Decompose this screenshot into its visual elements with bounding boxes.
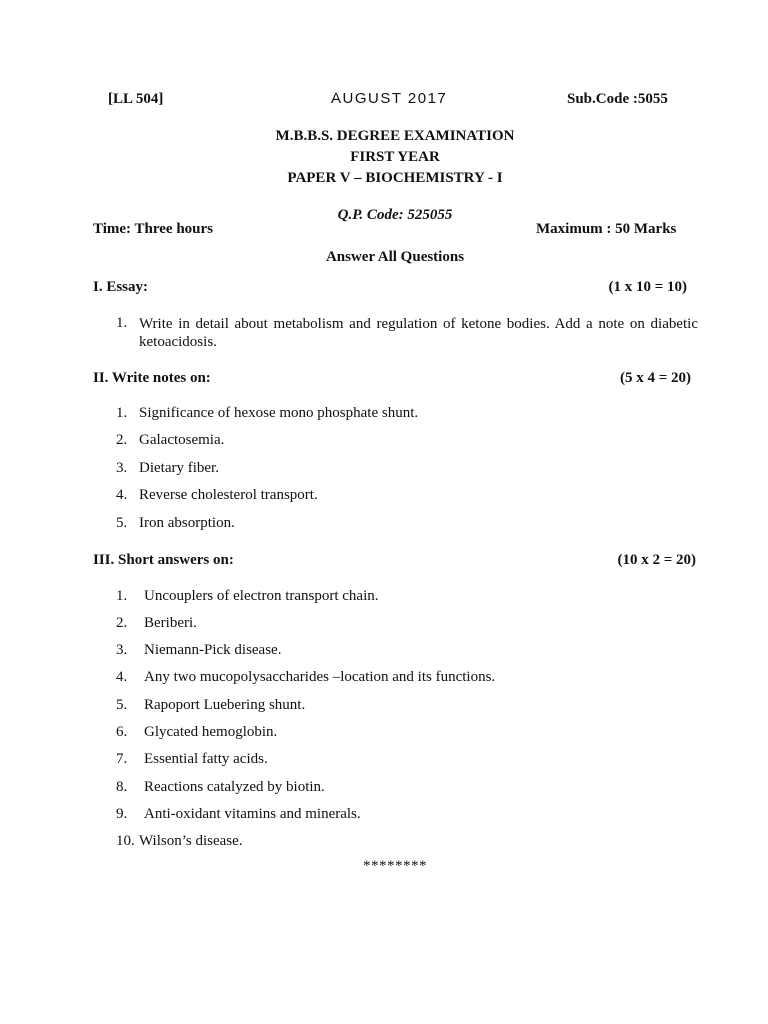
paper-reference: [LL 504] (108, 91, 164, 107)
exam-month: AUGUST 2017 (331, 90, 448, 107)
question-text: Rapoport Luebering shunt. (144, 697, 306, 713)
question-text: Anti-oxidant vitamins and minerals. (144, 806, 361, 822)
question-number: 2. (116, 432, 128, 448)
question-text: Reverse cholesterol transport. (139, 487, 318, 503)
question-text: Galactosemia. (139, 432, 225, 448)
time-allowed: Time: Three hours (93, 221, 214, 237)
question-text: Iron absorption. (139, 515, 235, 531)
list-item (116, 315, 698, 355)
end-of-paper-mark: ******** (363, 858, 427, 874)
question-number: 6. (116, 724, 128, 740)
section-marks: (1 x 10 = 10) (608, 279, 687, 295)
question-text: Write in detail about metabolism and regulation of ketone bodies. Add a note on diabetic ketoacidosis. (139, 316, 698, 350)
question-number: 2. (116, 615, 128, 631)
question-text: Dietary fiber. (139, 460, 219, 476)
question-text: Niemann-Pick disease. (144, 642, 282, 658)
question-text: Wilson’s disease. (139, 833, 243, 849)
question-number: 4. (116, 669, 128, 685)
question-text: Essential fatty acids. (144, 751, 268, 767)
section-heading: III. Short answers on: (93, 552, 234, 568)
question-number: 1. (116, 405, 128, 421)
question-number: 5. (116, 515, 128, 531)
question-number: 3. (116, 642, 128, 658)
section-marks: (10 x 2 = 20) (617, 552, 696, 568)
question-text: Uncouplers of electron transport chain. (144, 588, 379, 604)
subject-code: Sub.Code :5055 (567, 91, 668, 107)
maximum-marks: Maximum : 50 Marks (536, 221, 677, 237)
question-number: 3. (116, 460, 128, 476)
question-number: 8. (116, 779, 128, 795)
section-heading: I. Essay: (93, 279, 149, 295)
question-number: 5. (116, 697, 128, 713)
question-number: 9. (116, 806, 128, 822)
question-text: Glycated hemoglobin. (144, 724, 278, 740)
qp-code: Q.P. Code: 525055 (337, 207, 453, 223)
question-number: 1. (116, 315, 128, 331)
section-notes-header (93, 370, 691, 387)
question-text: Reactions catalyzed by biotin. (144, 779, 325, 795)
question-number: 1. (116, 588, 128, 604)
question-number: 10. (116, 833, 135, 849)
exam-title: M.B.B.S. DEGREE EXAMINATION (275, 128, 515, 144)
section-heading: II. Write notes on: (93, 370, 211, 386)
section-marks: (5 x 4 = 20) (619, 370, 691, 386)
section-essay-header (93, 279, 687, 296)
question-number: 7. (116, 751, 128, 767)
exam-year: FIRST YEAR (350, 149, 440, 165)
question-number: 4. (116, 487, 128, 503)
question-text: Any two mucopolysaccharides –location and its functions. (144, 669, 496, 685)
question-text: Significance of hexose mono phosphate shunt. (139, 405, 419, 421)
section-short-answers-header (93, 552, 696, 569)
instruction: Answer All Questions (325, 249, 465, 265)
paper-title: PAPER V – BIOCHEMISTRY - I (287, 170, 503, 186)
question-text: Beriberi. (144, 615, 197, 631)
